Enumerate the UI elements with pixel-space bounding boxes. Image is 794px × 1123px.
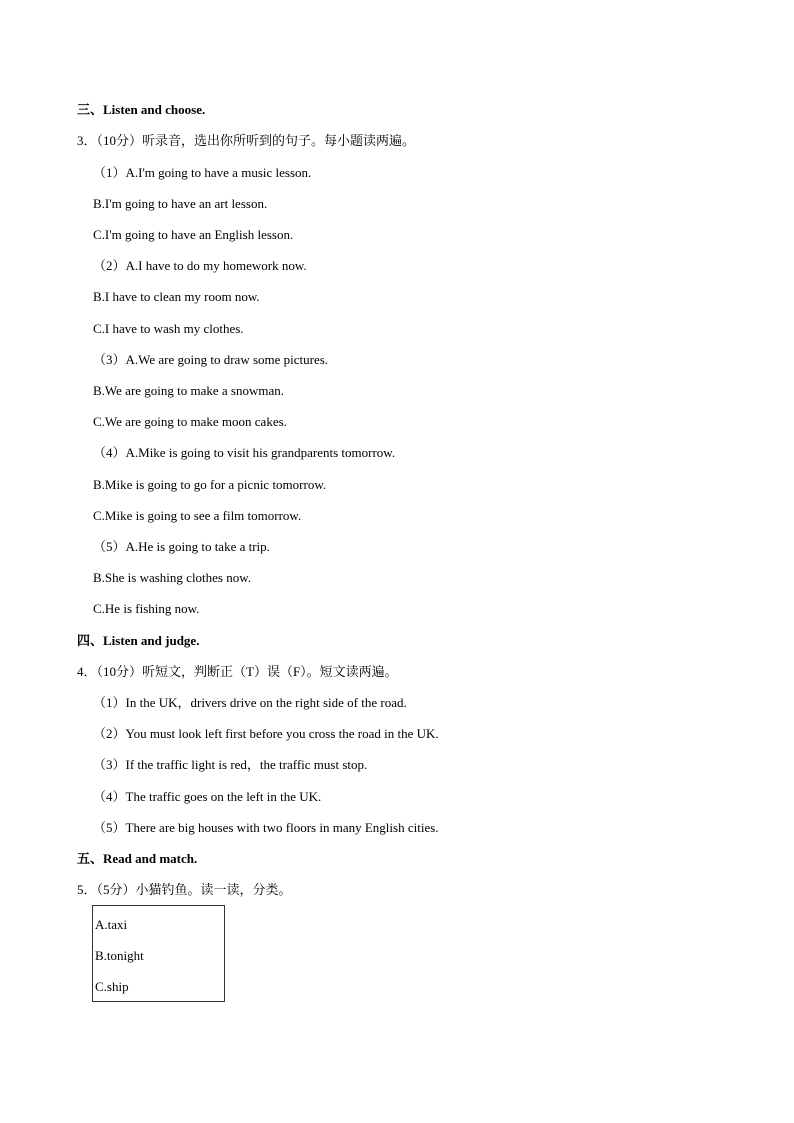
q3-item-2-option-a: （2）A.I have to do my homework now.: [93, 258, 307, 273]
q4-statement-3: （3）If the traffic light is red，the traffic must stop.: [93, 757, 368, 772]
q3-item-1-option-a: （1）A.I'm going to have a music lesson.: [93, 165, 312, 180]
q3-item-4-option-a: （4）A.Mike is going to visit his grandparents tomorrow.: [93, 445, 396, 460]
q3-item-3-option-c: C.We are going to make moon cakes.: [93, 414, 287, 429]
q3-item-3-option-a: （3）A.We are going to draw some pictures.: [93, 352, 329, 367]
section-heading-read-match: 五、Read and match.: [77, 851, 198, 866]
q3-item-3-option-b: B.We are going to make a snowman.: [93, 383, 285, 398]
q3-item-4-option-c: C.Mike is going to see a film tomorrow.: [93, 508, 302, 523]
q3-item-2-option-c: C.I have to wash my clothes.: [93, 321, 244, 336]
q3-item-5-option-a: （5）A.He is going to take a trip.: [93, 539, 270, 554]
question-3-prompt: 3．（10分）听录音，选出你所听到的句子。每小题读两遍。: [77, 133, 416, 148]
q3-item-5-option-c: C.He is fishing now.: [93, 601, 200, 616]
word-box-item-b: B.tonight: [95, 948, 144, 963]
section-heading-listen-choose: 三、Listen and choose.: [77, 102, 206, 117]
q3-item-1-option-c: C.I'm going to have an English lesson.: [93, 227, 294, 242]
q3-item-4-option-b: B.Mike is going to go for a picnic tomorrow.: [93, 477, 327, 492]
q4-statement-4: （4）The traffic goes on the left in the UK.: [93, 789, 322, 804]
question-4-prompt: 4．（10分）听短文，判断正（T）误（F）。短文读两遍。: [77, 664, 398, 679]
word-box-item-a: A.taxi: [95, 917, 128, 932]
section-heading-listen-judge: 四、Listen and judge.: [77, 633, 200, 648]
q3-item-1-option-b: B.I'm going to have an art lesson.: [93, 196, 268, 211]
q4-statement-1: （1）In the UK，drivers drive on the right side of the road.: [93, 695, 407, 710]
word-box: [92, 905, 225, 1002]
q3-item-2-option-b: B.I have to clean my room now.: [93, 289, 260, 304]
q3-item-5-option-b: B.She is washing clothes now.: [93, 570, 252, 585]
q4-statement-2: （2）You must look left first before you cross the road in the UK.: [93, 726, 439, 741]
question-5-prompt: 5．（5分）小猫钓鱼。读一读，分类。: [77, 882, 292, 897]
q4-statement-5: （5）There are big houses with two floors in many English cities.: [93, 820, 439, 835]
word-box-item-c: C.ship: [95, 979, 129, 994]
